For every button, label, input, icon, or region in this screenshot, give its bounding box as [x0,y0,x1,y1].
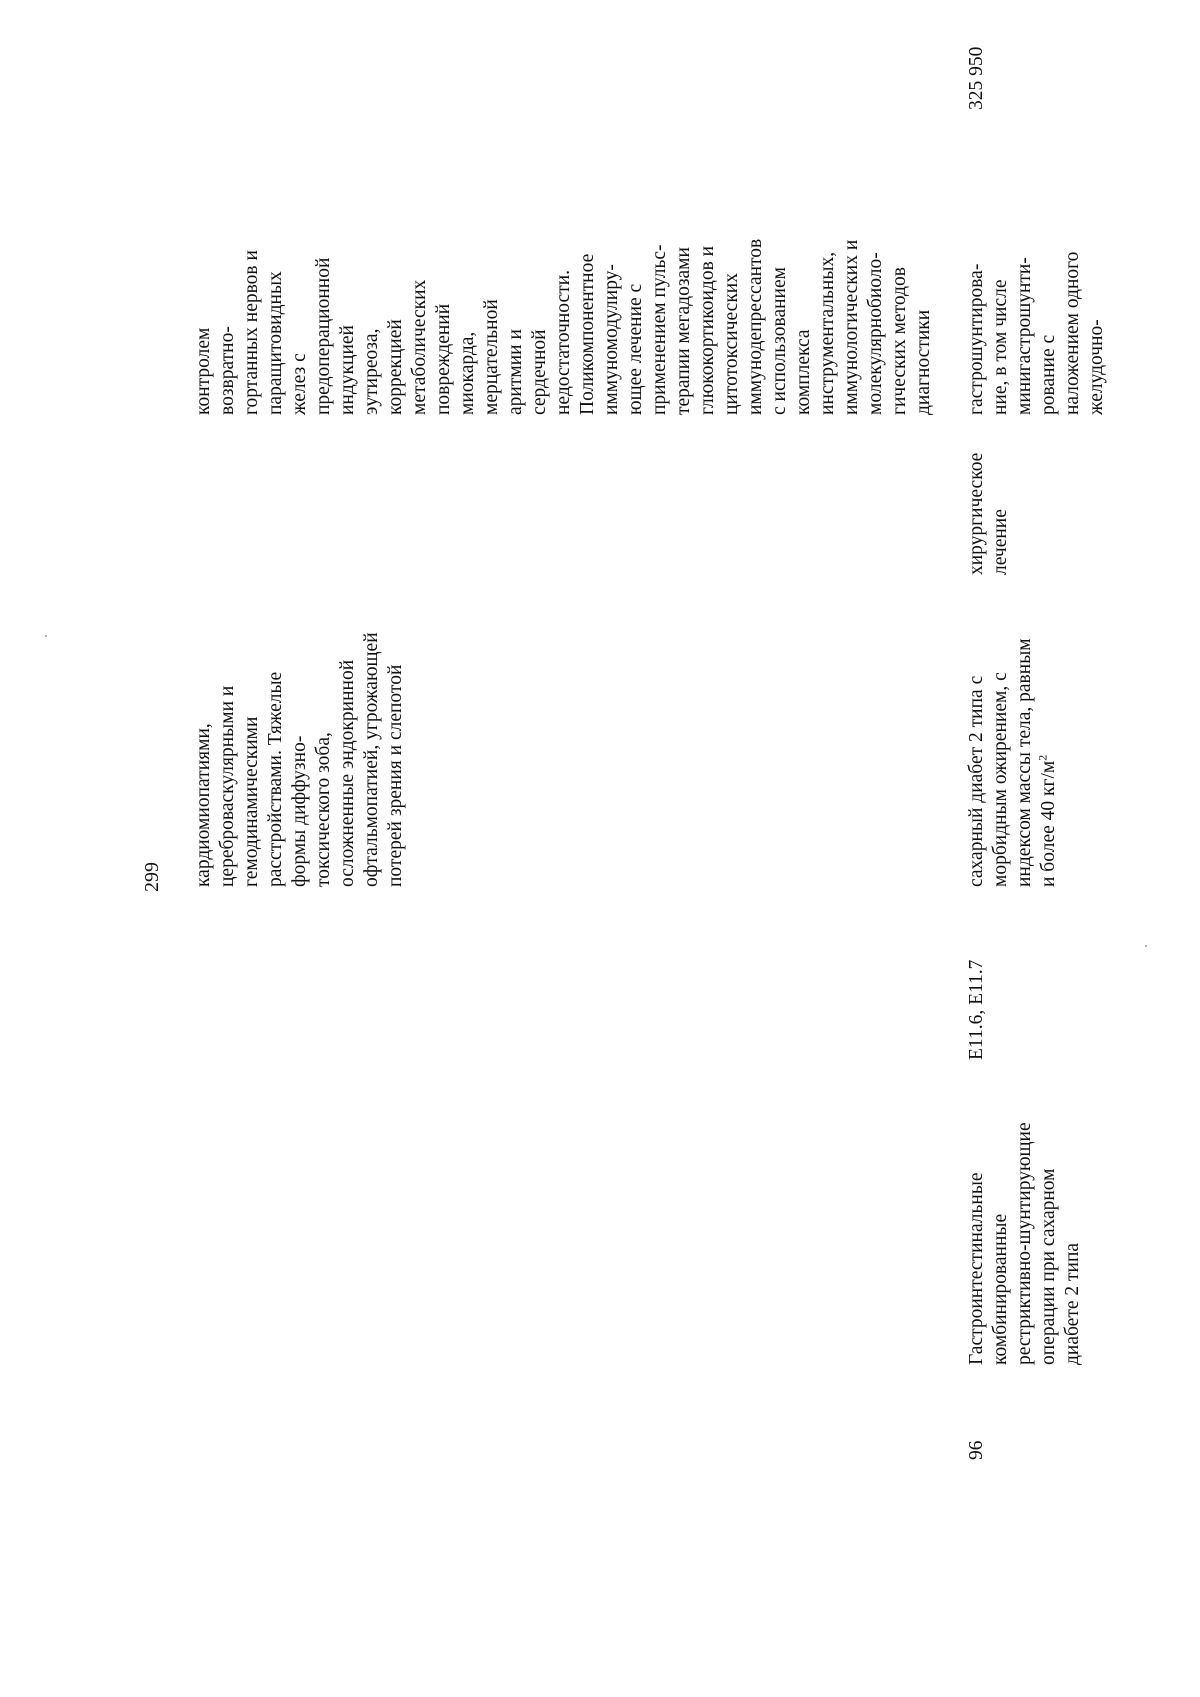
icd-codes-cell: E11.6, E11.7 [966,959,987,1060]
cost-cell: 325 950 [966,46,987,110]
treatment-type-line: хирургическое [966,452,987,575]
continued-method-line: иммунодепрессантов [745,238,766,415]
continued-method-line: паращитовидных [265,271,286,415]
procedure-name-cell [965,1075,1085,1365]
continued-method-line: желез с [289,353,310,415]
procedure-name-line: рестриктивно-шунтирующие [1014,1122,1035,1365]
continued-method-line: Поликомпонентное [577,253,598,415]
continued-method-line: возвратно- [217,326,238,415]
treatment-method-line: рование с [1038,334,1059,415]
page-number: 299 [141,862,163,892]
continued-method-line: миокарда, [457,331,478,415]
treatment-type-line: лечение [990,509,1011,575]
continued-method-cell [192,55,936,415]
continued-method-line: диагностики [913,309,934,415]
superscript-squared: 2 [1035,754,1050,761]
treatment-method-line: желудочно- [1086,319,1107,415]
treatment-method-line: минигастрошунти- [1014,257,1035,415]
continued-method-line: иммуномодулиру- [601,264,622,415]
continued-disease-line: цереброваскулярными и [217,685,238,887]
continued-method-line: цитотоксических [721,273,742,415]
disease-cell [965,527,1061,887]
procedure-name-line: комбинированные [990,1213,1011,1365]
continued-method-line: терапии мегадозами [673,247,694,415]
continued-disease-line: кардиомиопатиями, [193,723,214,887]
continued-disease-line: гемодинамическими [241,716,262,887]
continued-disease-line: токсического зоба, [313,732,334,887]
continued-method-line: применением пульс- [649,244,670,415]
continued-method-line: метаболических [409,279,430,415]
continued-method-line: эутиреоза, [361,328,382,415]
continued-method-line: инструментальных, [817,251,838,415]
continued-method-line: предоперационной [313,257,334,415]
disease-line-last [1037,527,1061,887]
procedure-name-line: операции при сахарном [1038,1168,1059,1365]
procedure-name-line: Гастроинтестинальные [966,1172,987,1365]
continued-method-line: гических методов [889,267,910,415]
continued-disease-line: офтальмопатией, угрожающей [361,632,382,887]
continued-method-line: повреждений [433,303,454,415]
continued-method-line: комплекса [793,329,814,415]
continued-method-line: недостаточности. [553,269,574,415]
treatment-method-line: гастрошунтирова- [966,263,987,415]
procedure-name-line: диабете 2 типа [1062,1242,1083,1365]
continued-method-line: аритмии и [505,329,526,415]
continued-method-line: ющее лечение с [625,283,646,415]
treatment-method-line: наложением одного [1062,251,1083,415]
disease-line: индексом массы тела, равным [1014,638,1035,887]
disease-line: морбидным ожирением, с [990,672,1011,887]
continued-disease-line: потерей зрения и слепотой [385,664,406,887]
treatment-method-line: ние, в том числе [990,279,1011,415]
scan-speck [1145,945,1147,947]
disease-last-text: и более 40 кг/м [1038,760,1059,887]
row-number: 96 [966,1440,987,1460]
continued-disease-line: расстройствами. Тяжелые [265,671,286,887]
continued-disease-cell [192,527,408,887]
continued-method-line: иммунологических и [841,239,862,415]
continued-method-line: мерцательной [481,299,502,415]
disease-line: сахарный диабет 2 типа с [966,675,987,887]
continued-method-line: сердечной [529,329,550,415]
continued-method-line: глюкокортикоидов и [697,245,718,415]
continued-method-line: гортанных нервов и [241,250,262,415]
continued-method-line: с использованием [769,267,790,415]
continued-disease-line: формы диффузно- [289,735,310,887]
continued-disease-line: осложненные эндокринной [337,659,358,887]
continued-method-line: коррекцией [385,319,406,415]
continued-method-line: молекулярнобиоло- [865,252,886,415]
scan-speck [45,635,47,637]
continued-method-line: контролем [193,327,214,415]
continued-method-line: индукцией [337,325,358,415]
treatment-type-cell [965,425,1013,575]
